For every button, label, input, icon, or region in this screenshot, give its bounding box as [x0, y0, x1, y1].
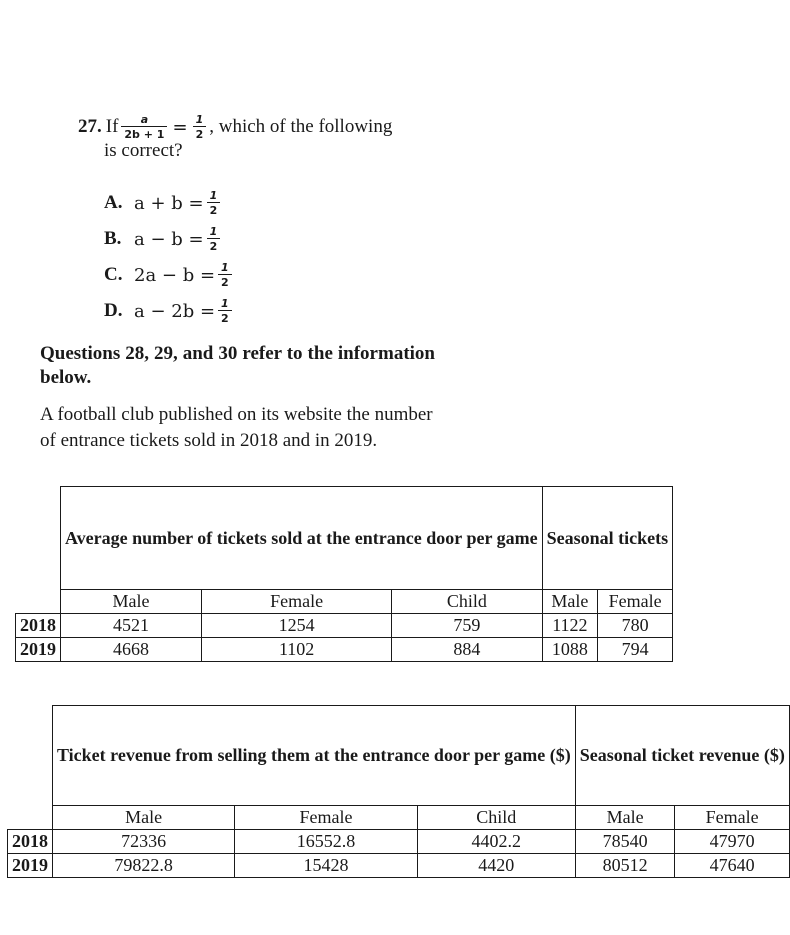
option-numerator: 1: [221, 297, 229, 310]
table-row: [8, 854, 790, 878]
table-row: [8, 830, 790, 854]
option-a[interactable]: [104, 185, 235, 221]
header-door-revenue: Ticket revenue from selling them at the entrance door per game ($): [53, 706, 576, 806]
subheader-cell: Male: [53, 806, 235, 830]
subheader-cell: Female: [675, 806, 789, 830]
tickets-sold-table: [15, 486, 673, 662]
subheader-cell: Female: [598, 590, 673, 614]
data-cell: 78540: [575, 830, 675, 854]
subheader-cell: Child: [417, 806, 575, 830]
option-fraction: [218, 261, 232, 289]
year-cell: 2019: [16, 638, 61, 662]
year-cell: 2018: [8, 830, 53, 854]
option-letter: D.: [104, 300, 123, 321]
data-cell: 4420: [417, 854, 575, 878]
data-cell: 4668: [61, 638, 202, 662]
option-d[interactable]: [104, 293, 235, 329]
lhs-numerator: a: [140, 113, 149, 126]
data-cell: 79822.8: [53, 854, 235, 878]
data-cell: 15428: [235, 854, 417, 878]
option-numerator: 1: [209, 225, 218, 238]
data-cell: 794: [598, 638, 673, 662]
option-fraction: [207, 189, 221, 217]
data-cell: 72336: [53, 830, 235, 854]
lhs-denominator: 2b + 1: [121, 126, 167, 141]
rhs-denominator: 2: [193, 126, 207, 141]
blank-corner: [8, 706, 53, 806]
ticket-revenue-table: [7, 705, 790, 878]
data-cell: 47640: [675, 854, 789, 878]
year-cell: 2019: [8, 854, 53, 878]
option-denominator: 2: [218, 274, 232, 289]
blank-corner: [8, 806, 53, 830]
option-c[interactable]: [104, 257, 235, 293]
context-paragraph: A football club published on its website the number of entrance tickets sold in 2018 and in 2019.: [40, 404, 433, 451]
option-numerator: 1: [221, 261, 229, 274]
data-cell: 80512: [575, 854, 675, 878]
data-cell: 884: [392, 638, 542, 662]
rhs-fraction: [193, 113, 207, 141]
data-cell: 1088: [542, 638, 598, 662]
option-letter: B.: [104, 228, 122, 249]
header-seasonal-tickets: Seasonal tickets: [542, 487, 673, 590]
data-cell: 4402.2: [417, 830, 575, 854]
option-expression: a − b =: [134, 228, 204, 250]
data-cell: 47970: [675, 830, 789, 854]
question-27: [78, 108, 498, 162]
option-denominator: 2: [218, 310, 232, 325]
data-cell: 1254: [202, 614, 392, 638]
data-cell: 1122: [542, 614, 598, 638]
question-number: 27.: [78, 116, 102, 137]
questions-intro: Questions 28, 29, and 30 refer to the information below.: [40, 343, 435, 388]
rhs-numerator: 1: [195, 113, 204, 126]
answer-options: [104, 185, 235, 329]
option-letter: C.: [104, 264, 123, 285]
data-cell: 759: [392, 614, 542, 638]
option-expression: a − 2b =: [134, 300, 216, 322]
subheader-cell: Child: [392, 590, 542, 614]
blank-corner: [16, 590, 61, 614]
option-fraction: [218, 297, 232, 325]
equals-sign: =: [172, 116, 188, 138]
option-denominator: 2: [207, 202, 221, 217]
table-row: [16, 638, 673, 662]
option-letter: A.: [104, 192, 123, 213]
data-cell: 780: [598, 614, 673, 638]
option-expression: 2a − b =: [134, 264, 216, 286]
lhs-fraction: [121, 113, 167, 141]
option-expression: a + b =: [134, 192, 204, 214]
data-cell: 1102: [202, 638, 392, 662]
subheader-cell: Male: [575, 806, 675, 830]
data-cell: 16552.8: [235, 830, 417, 854]
header-door-tickets: Average number of tickets sold at the entrance door per game: [61, 487, 543, 590]
table-row: [16, 614, 673, 638]
subheader-cell: Male: [542, 590, 598, 614]
subheader-cell: Female: [202, 590, 392, 614]
stem-continuation: is correct?: [104, 140, 183, 161]
option-fraction: [207, 225, 221, 253]
subheader-cell: Female: [235, 806, 417, 830]
option-b[interactable]: [104, 221, 235, 257]
blank-corner: [16, 487, 61, 590]
year-cell: 2018: [16, 614, 61, 638]
subheader-cell: Male: [61, 590, 202, 614]
option-numerator: 1: [209, 189, 218, 202]
header-seasonal-revenue: Seasonal ticket revenue ($): [575, 706, 789, 806]
option-denominator: 2: [207, 238, 221, 253]
if-word: If: [105, 116, 119, 137]
data-cell: 4521: [61, 614, 202, 638]
stem-tail: , which of the following: [209, 116, 393, 137]
